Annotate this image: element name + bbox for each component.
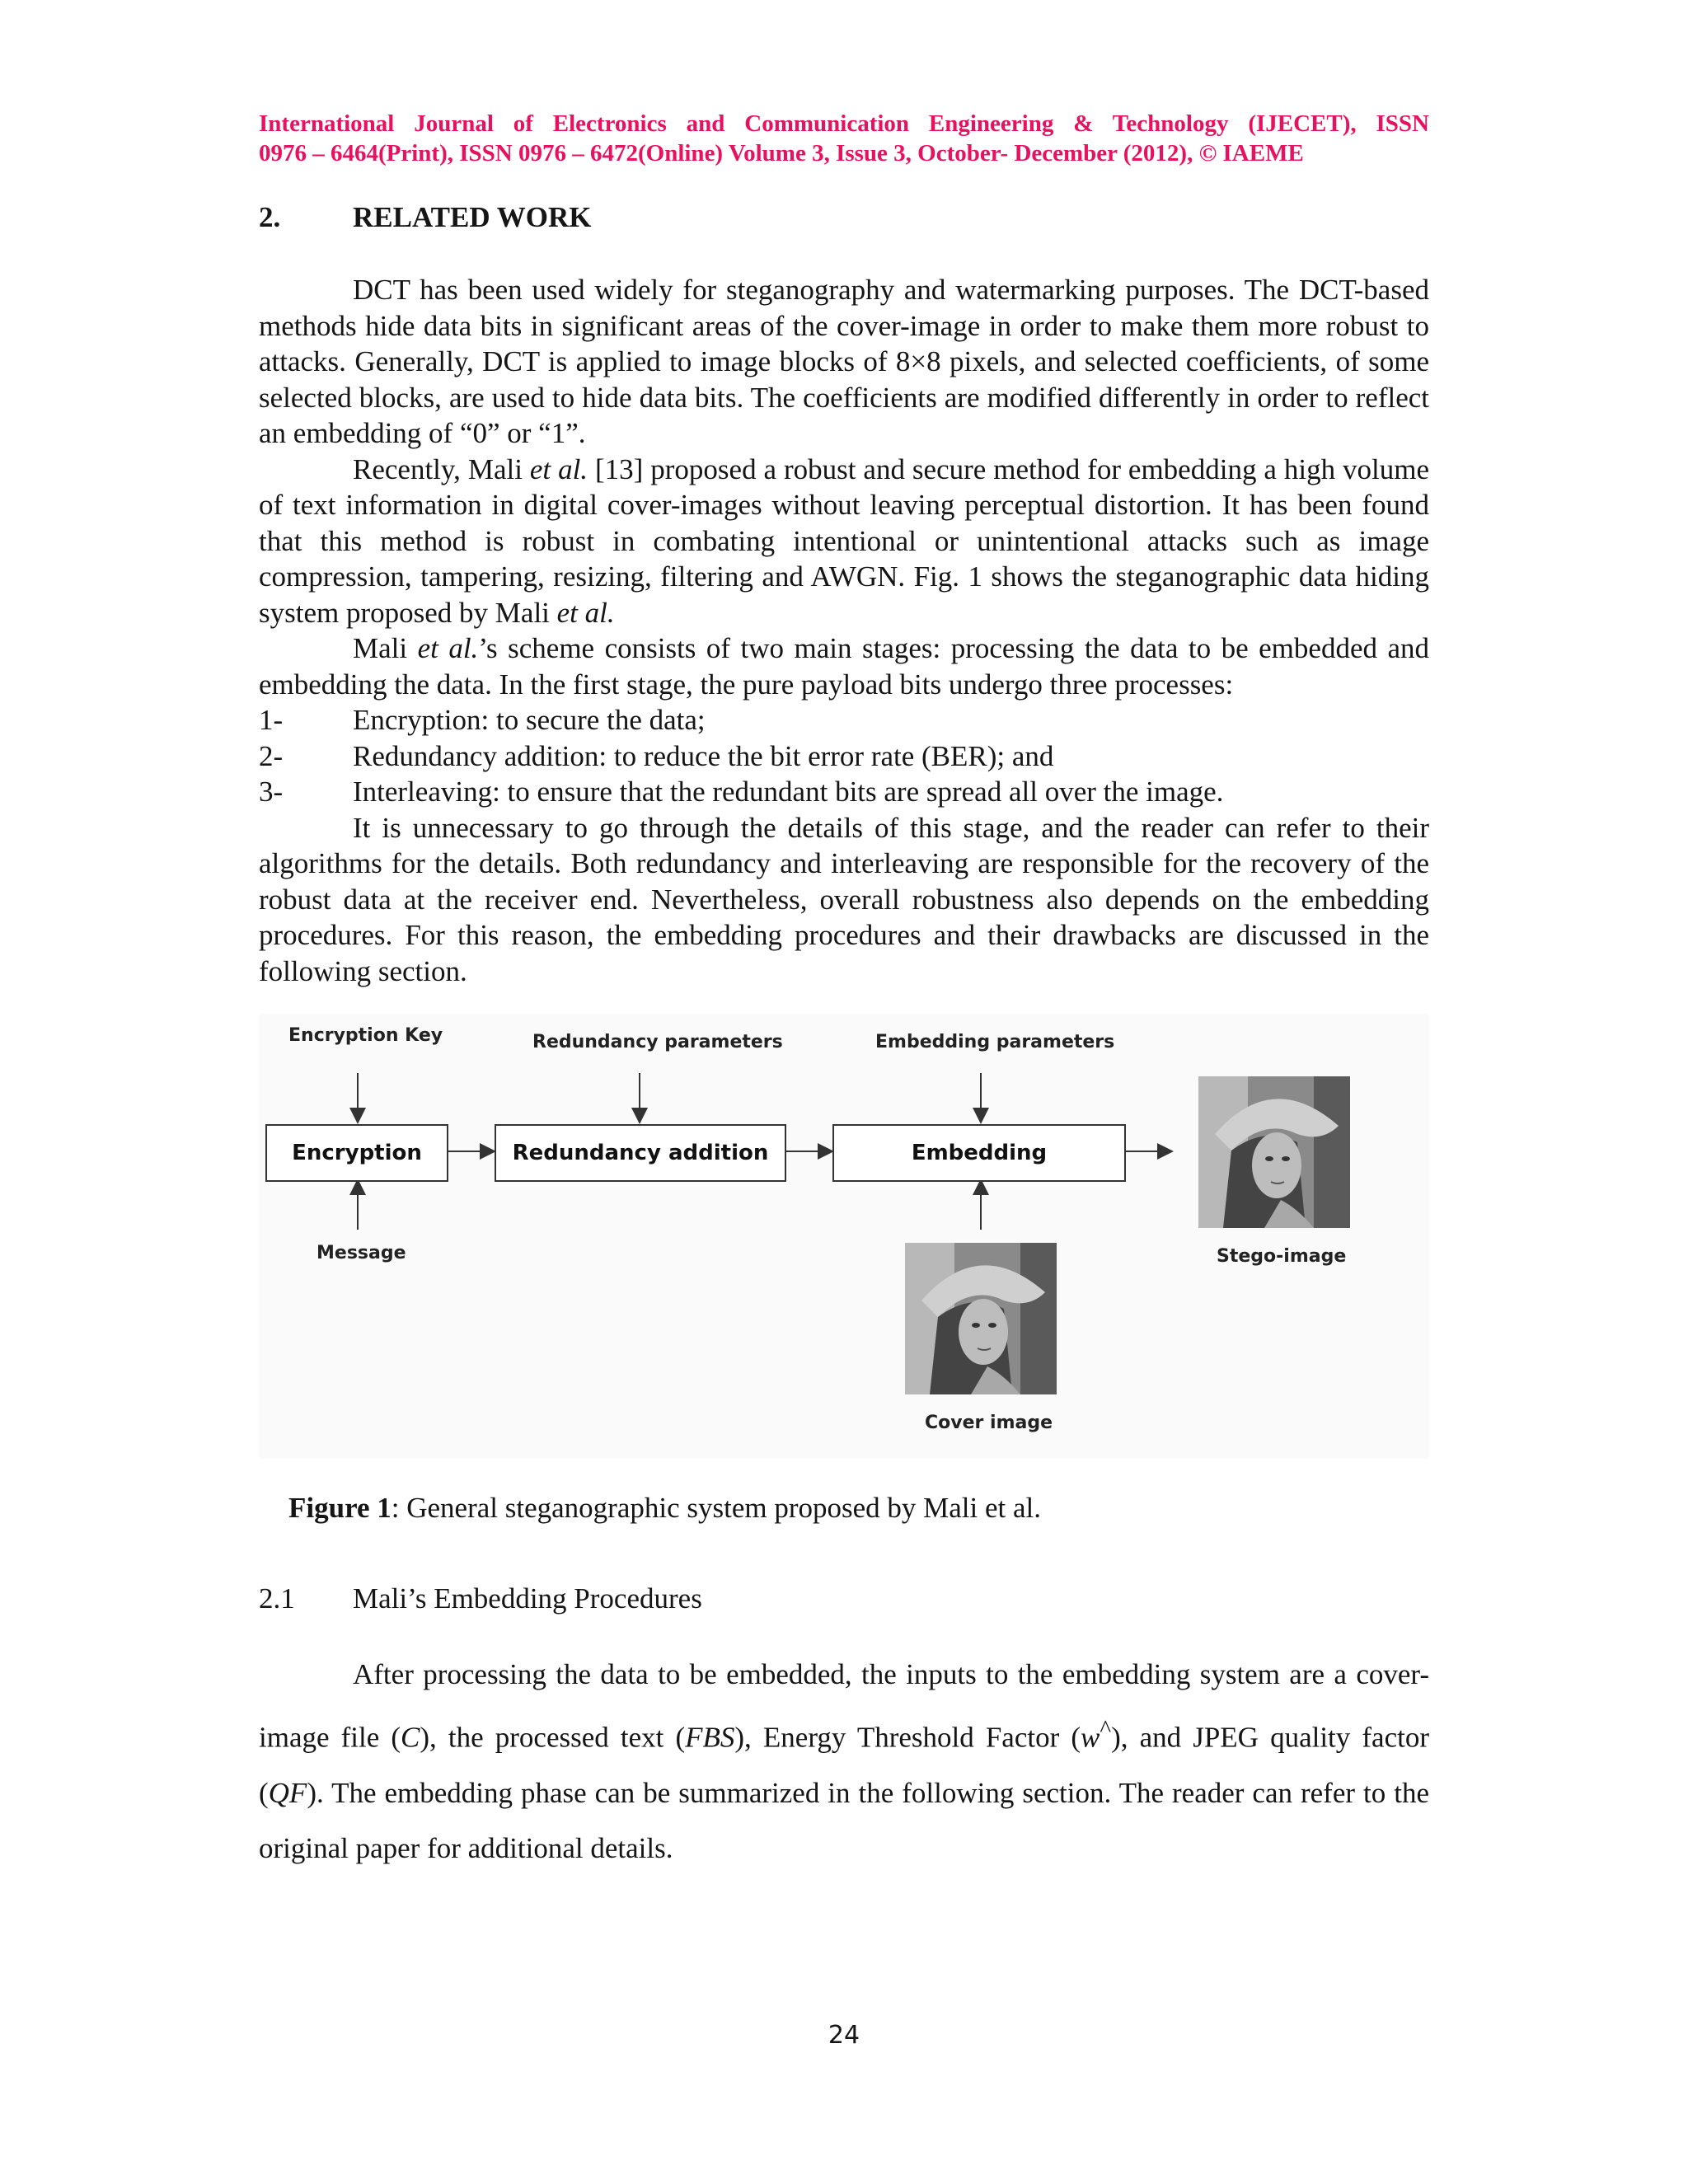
lena-cover-picture — [905, 1243, 1057, 1394]
subsection-heading — [259, 1582, 702, 1615]
journal-header — [259, 109, 1429, 168]
section-number: 2. — [259, 201, 281, 233]
cover-image-thumbnail — [905, 1243, 1057, 1394]
encryption-key-label: Encryption Key — [288, 1025, 443, 1046]
list-item: 3- Interleaving: to ensure that the redundant bits are spread all over the image. — [259, 776, 1224, 808]
journal-header-line2: 0976 – 6464(Print), ISSN 0976 – 6472(Online) Volume 3, Issue 3, October- December (2012), © IAEME — [259, 140, 1304, 166]
embedding-inputs-body — [259, 1647, 1429, 1876]
paragraph-1: DCT has been used widely for steganography and watermarking purposes. The DCT-based methods hide data bits in significant areas of the cover-image in order to make them more robust to attacks. Generally, DCT is applied to image blocks of 8×8 pixels, and selected coefficients, of some selected blocks, are used to hide data bits. The coefficients are modified differently in order to reflect an embedding of “0” or “1”. — [259, 274, 1429, 449]
caption-text: : General steganographic system proposed by Mali et al. — [391, 1492, 1042, 1524]
embedding-box: Embedding — [832, 1124, 1126, 1182]
paragraph-3: Mali et al.’s scheme consists of two main stages: processing the data to be embedded and embedding the data. In the first stage, the pure payload bits undergo three processes: — [259, 632, 1429, 701]
subsection-number: 2.1 — [259, 1582, 295, 1615]
encryption-box: Encryption — [265, 1124, 448, 1182]
section-heading — [259, 201, 591, 234]
cover-image-label: Cover image — [925, 1413, 1053, 1433]
paragraph-4: It is unnecessary to go through the details of this stage, and the reader can refer to their algorithms for the details. Both redundancy and interleaving are responsible for the recovery of the robust data at the receiver end. Nevertheless, overall robustness also depends on the embedding procedures. For this reason, the embedding procedures and their drawbacks are discussed in the following section. — [259, 811, 1429, 987]
section-title: RELATED WORK — [353, 201, 592, 233]
paragraph-embedding-inputs: After processing the data to be embedded, the inputs to the embedding system are a cover-image file (C), the processed text (FBS), Energy Threshold Factor (w^), and JPEG quality factor (QF). The embedding phase can be summarized in the following section. The reader can refer to the original paper for additional details. — [259, 1658, 1429, 1864]
figure-1-diagram — [259, 1014, 1429, 1459]
page-number: 24 — [828, 2021, 860, 2050]
stego-image-thumbnail — [1198, 1076, 1350, 1228]
embedding-parameters-label: Embedding parameters — [875, 1032, 1115, 1052]
redundancy-addition-box: Redundancy addition — [495, 1124, 786, 1182]
figure-caption — [288, 1492, 1041, 1525]
lena-stego-picture — [1198, 1076, 1350, 1228]
message-label: Message — [316, 1243, 406, 1263]
list-item: 2- Redundancy addition: to reduce the bit error rate (BER); and — [259, 739, 1054, 772]
journal-header-line1: International Journal of Electronics and Communication Engineering & Technology (IJECET), ISSN — [259, 110, 1429, 137]
paragraph-2: Recently, Mali et al. [13] proposed a robust and secure method for embedding a high volume of text information in digital cover-images without leaving perceptual distortion. It has been found that this method is robust in combating intentional or unintentional attacks such as image compression, tampering, resizing, filtering and AWGN. Fig. 1 shows the steganographic data hiding system proposed by Mali et al. — [259, 452, 1430, 629]
related-work-body — [259, 272, 1429, 989]
stego-image-label: Stego-image — [1217, 1246, 1347, 1267]
caption-label: Figure 1 — [288, 1492, 392, 1524]
list-item: 1- Encryption: to secure the data; — [259, 704, 706, 736]
redundancy-parameters-label: Redundancy parameters — [532, 1032, 783, 1052]
subsection-title: Mali’s Embedding Procedures — [353, 1582, 702, 1615]
